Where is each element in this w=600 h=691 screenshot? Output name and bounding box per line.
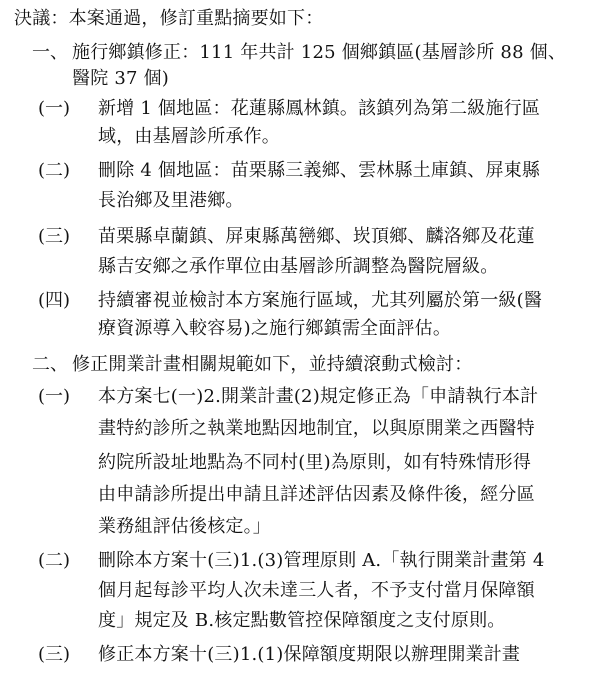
section-2-item-2-line-2: 個月起每診平均人次未達三人者，不予支付當月保障額 bbox=[98, 580, 535, 601]
section-2-item-2-line-3: 度」規定及 B.核定點數管控保障額度之支付原則。 bbox=[98, 610, 506, 631]
section-2-item-1-line-2: 畫特約診所之執業地點因地制宜，以與原開業之西醫特 bbox=[98, 418, 535, 439]
section-2-item-1-line-5: 業務組評估後核定。」 bbox=[98, 516, 271, 537]
section-2-item-1-line-3: 約院所設址地點為不同村(里)為原則，如有特殊情形得 bbox=[98, 452, 532, 473]
section-2-item-1-marker: (一) bbox=[38, 386, 71, 407]
section-2-item-3-line-1: 修正本方案十(三)1.(1)保障額度期限以辦理開業計畫 bbox=[98, 644, 521, 665]
section-1-item-3-line-2: 縣吉安鄉之承作單位由基層診所調整為醫院層級。 bbox=[98, 256, 499, 277]
section-2-marker: 二、 bbox=[32, 354, 68, 375]
section-1-item-4-line-1: 持續審視並檢討本方案施行區域，尤其列屬於第一級(醫 bbox=[98, 290, 543, 311]
section-1-item-2-line-2: 長治鄉及里港鄉。 bbox=[98, 190, 244, 211]
section-1-item-1-marker: (一) bbox=[38, 98, 71, 119]
section-1-line-1: 施行鄉鎮修正：111 年共計 125 個鄉鎮區(基層診所 88 個、 bbox=[72, 42, 567, 63]
section-2-item-1-line-1: 本方案七(一)2.開業計畫(2)規定修正為「申請執行本計 bbox=[98, 386, 539, 407]
section-2-item-2-line-1: 刪除本方案十(三)1.(3)管理原則 A.「執行開業計畫第 4 bbox=[98, 550, 545, 571]
section-1-marker: 一、 bbox=[32, 42, 68, 63]
section-1-item-3-line-1: 苗栗縣卓蘭鎮、屏東縣萬巒鄉、崁頂鄉、麟洛鄉及花蓮 bbox=[98, 226, 535, 247]
section-2-item-3-marker: (三) bbox=[38, 644, 71, 665]
section-1-item-1-line-1: 新增 1 個地區：花蓮縣鳳林鎮。該鎮列為第二級施行區 bbox=[98, 98, 541, 119]
section-1-item-2-line-1: 刪除 4 個地區：苗栗縣三義鄉、雲林縣土庫鎮、屏東縣 bbox=[98, 160, 541, 181]
section-1-item-4-marker: (四) bbox=[38, 290, 71, 311]
section-2-item-2-marker: (二) bbox=[38, 550, 71, 571]
section-1-item-1-line-2: 域，由基層診所承作。 bbox=[98, 126, 280, 147]
section-1-item-3-marker: (三) bbox=[38, 226, 71, 247]
section-1-item-2-marker: (二) bbox=[38, 160, 71, 181]
section-2-item-1-line-4: 由申請診所提出申請且詳述評估因素及條件後，經分區 bbox=[98, 484, 535, 505]
section-1-item-4-line-2: 療資源導入較容易)之施行鄉鎮需全面評估。 bbox=[98, 318, 452, 339]
section-2-line-1: 修正開業計畫相關規範如下，並持續滾動式檢討： bbox=[72, 354, 473, 375]
resolution-heading: 決議：本案通過，修訂重點摘要如下： bbox=[14, 8, 324, 29]
section-1-line-2: 醫院 37 個) bbox=[72, 68, 169, 89]
